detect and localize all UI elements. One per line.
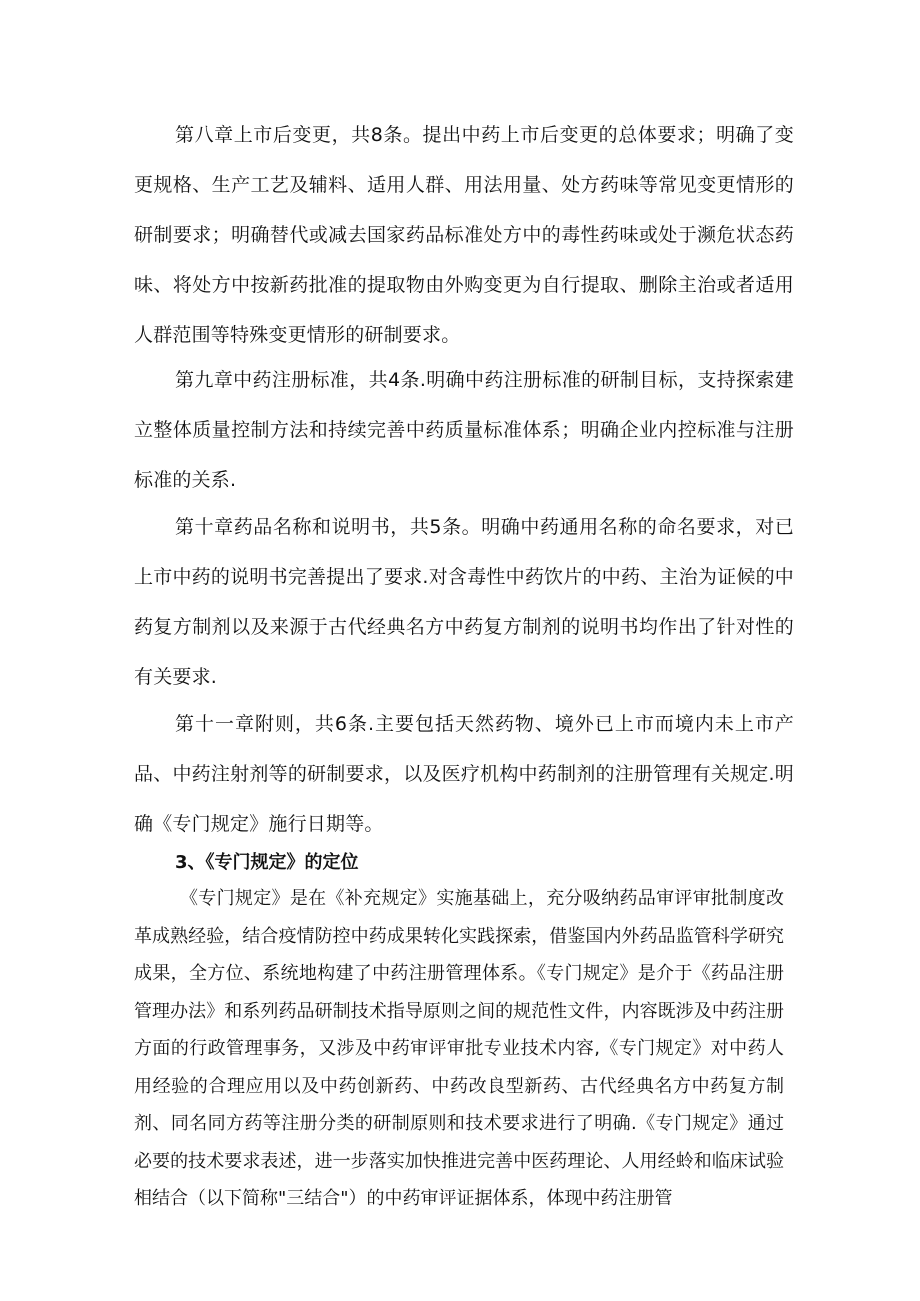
section-body-paragraph: 《专门规定》是在《补充规定》实施基础上，充分吸纳药品审评审批制度改革成熟经验，结合疫情防控中药成果转化实践探索，借鉴国内外药品监管科学研究成果，全方位、系统地构建了中药注册管理体系。《专门规定》是介于《药品注册管理办法》和系列药品研制技术指导原则之间的规范性文件，内容既涉及中药注册方面的行政管理事务，又涉及中药审评审批专业技术内容,《专门规定》对中药人用经验的合理应用以及中药创新药、中药改良型新药、古代经典名方中药复方制剂、同名同方药等注册分类的研制原则和技术要求进行了明确.《专门规定》通过必要的技术要求表述，进一步落实加快推进完善中医药理论、人用经蛉和临床试验相结合（以下简称"三结合"）的中药审评证据体系，体现中药注册管: [134, 888, 784, 1209]
chapter-10-paragraph: 第十章药品名称和说明书，共5条。明确中药通用名称的命名要求，对已上市中药的说明书完善提出了要求.对含毒性中药饮片的中药、主治为证候的中药复方制剂以及来源于古代经典名方中药复方制剂的说明书均作出了针对性的有关要求.: [134, 516, 794, 688]
section-heading: 3、《专门规定》的定位: [175, 852, 359, 873]
chapter-11-paragraph: 第十一章附则，共6条.主要包括天然药物、境外已上市而境内未上市产品、中药注射剂等的研制要求，以及医疗机构中药制剂的注册管理有关规定.明确《专门规定》施行日期等。: [134, 713, 794, 835]
chapter-8-paragraph: 第八章上市后变更，共8条。提出中药上市后变更的总体要求；明确了变更规格、生产工艺及辅料、适用人群、用法用量、处方药味等常见变更情形的研制要求；明确替代或减去国家药品标准处方中的毒性药味或处于濒危状态药味、将处方中按新药批准的提取物由外购变更为自行提取、删除主治或者适用人群范围等特殊变更情形的研制要求。: [134, 124, 794, 346]
chapter-9-paragraph: 第九章中药注册标准，共4条.明确中药注册标准的研制目标，支持探索建立整体质量控制方法和持续完善中药质量标准体系；明确企业内控标准与注册标准的关系.: [134, 369, 794, 491]
